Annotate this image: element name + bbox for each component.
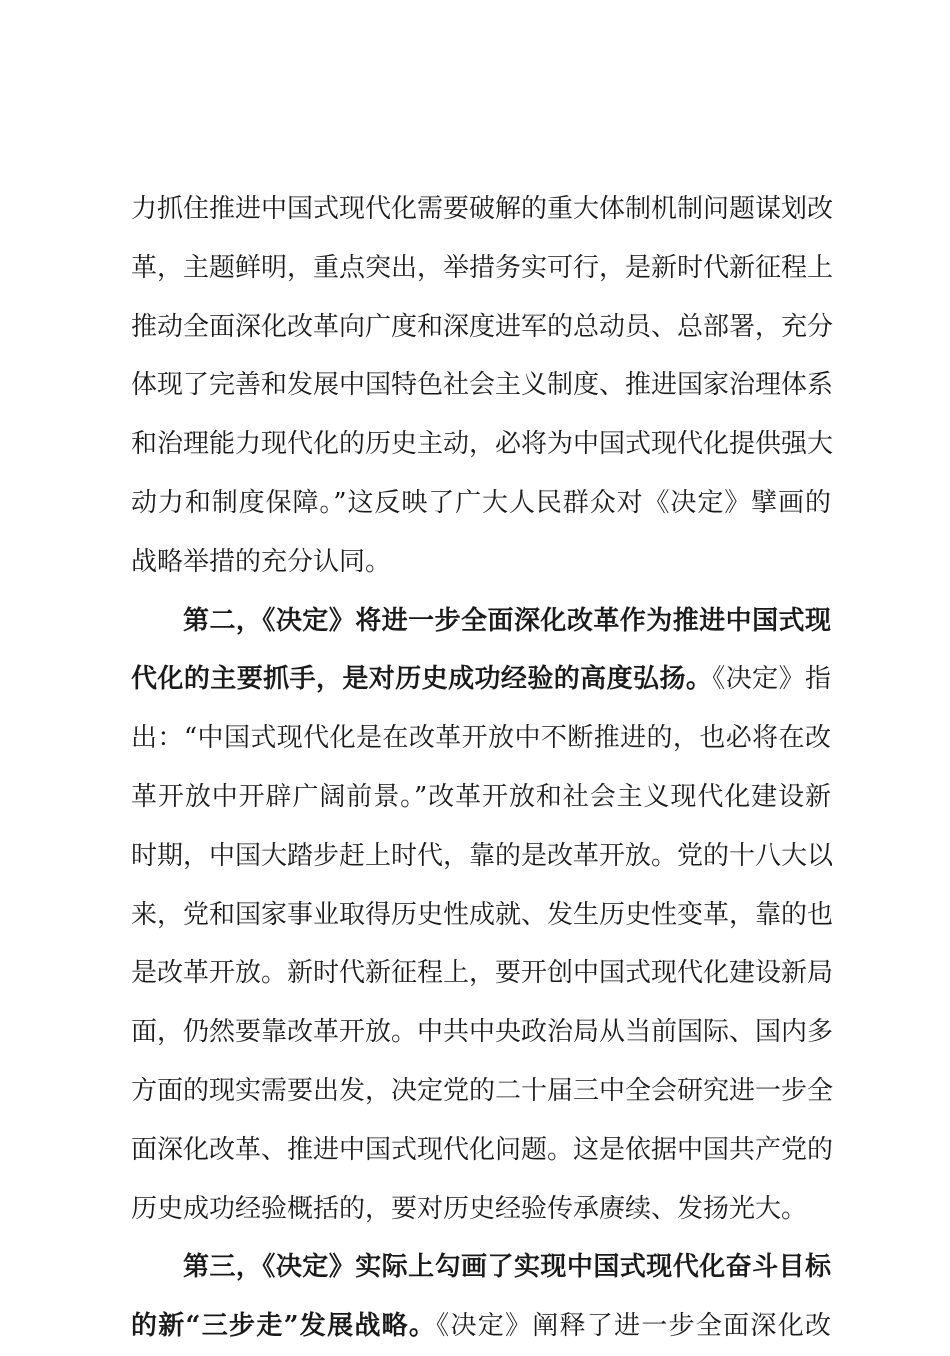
text-line <box>131 1297 831 1356</box>
text-line <box>131 474 831 533</box>
text-run: 时期，中国大踏步赶上时代，靠的是改革开放。党的十八大以 <box>131 840 834 871</box>
text-line <box>131 356 834 415</box>
text-line <box>131 415 834 474</box>
text-line <box>131 1238 831 1297</box>
text-run: 《决定》指 <box>712 664 831 695</box>
text-line <box>131 944 834 1003</box>
text-run: 来，党和国家事业取得历史性成就、发生历史性变革，靠的也 <box>131 899 834 930</box>
text-line <box>131 180 834 239</box>
text-run: 革开放中开辟广阔前景。”改革开放和社会主义现代化建设新 <box>131 781 831 812</box>
bold-text-run: 第二，《决定》将进一步全面深化改革作为推进中国式现 <box>183 605 831 636</box>
text-line <box>131 1003 834 1062</box>
text-line <box>131 592 831 651</box>
text-line <box>131 298 834 357</box>
text-run: 面深化改革、推进中国式现代化问题。这是依据中国共产党的 <box>131 1134 834 1165</box>
text-line <box>131 768 831 827</box>
text-line <box>131 827 834 886</box>
text-line <box>131 709 831 768</box>
text-run: 出：“中国式现代化是在改革开放中不断推进的，也必将在改 <box>131 723 831 754</box>
text-run: 战略举措的充分认同。 <box>131 546 392 577</box>
text-run: 力抓住推进中国式现代化需要破解的重大体制机制问题谋划改 <box>131 194 834 224</box>
text-run: 是改革开放。新时代新征程上，要开创中国式现代化建设新局 <box>131 958 834 989</box>
text-run: 历史成功经验概括的，要对历史经验传承赓续、发扬光大。 <box>131 1193 808 1224</box>
text-line <box>131 1121 834 1180</box>
text-line <box>131 1062 834 1121</box>
text-run: 面，仍然要靠改革开放。中共中央政治局从当前国际、国内多 <box>131 1017 834 1048</box>
text-run: 体现了完善和发展中国特色社会主义制度、推进国家治理体系 <box>131 370 834 401</box>
text-run: 方面的现实需要出发，决定党的二十届三中全会研究进一步全 <box>131 1075 834 1106</box>
text-line <box>131 650 831 709</box>
bold-text-run: 的新“三步走”发展战略。 <box>131 1311 437 1342</box>
text-line <box>131 886 834 945</box>
text-run: 推动全面深化改革向广度和深度进军的总动员、总部署，充分 <box>131 311 834 342</box>
text-run: 和治理能力现代化的历史主动，必将为中国式现代化提供强大 <box>131 429 834 460</box>
body-text <box>131 180 834 1356</box>
bold-text-run: 第三，《决定》实际上勾画了实现中国式现代化奋斗目标 <box>183 1252 831 1283</box>
bold-text-run: 代化的主要抓手，是对历史成功经验的高度弘扬。 <box>131 664 713 695</box>
text-line <box>131 533 831 592</box>
text-line <box>131 239 834 298</box>
text-run: 《决定》阐释了进一步全面深化改 <box>436 1311 831 1342</box>
text-line <box>131 1180 831 1239</box>
text-run: 动力和制度保障。”这反映了广大人民群众对《决定》擘画的 <box>131 487 831 518</box>
text-run: 革，主题鲜明，重点突出，举措务实可行，是新时代新征程上 <box>131 252 834 283</box>
